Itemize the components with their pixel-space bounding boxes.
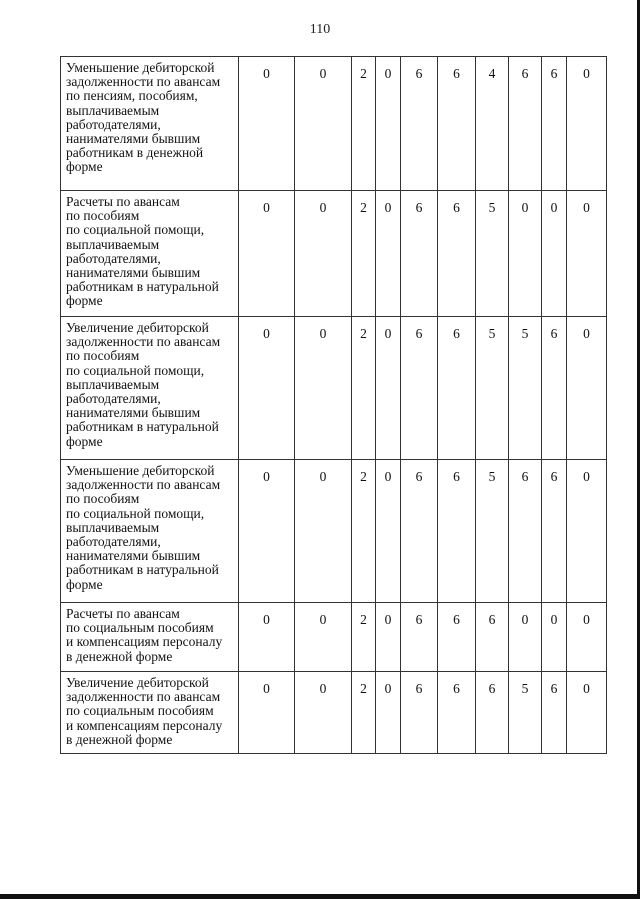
code-digit-cell: 0 xyxy=(567,57,607,191)
code-digit-cell: 0 xyxy=(295,191,352,317)
description-line: Уменьшение дебиторской xyxy=(66,463,215,478)
code-digit-cell: 0 xyxy=(295,672,352,754)
description-line: задолженности по авансам xyxy=(66,334,221,350)
description-line: в денежной форме xyxy=(66,648,173,664)
code-digit-cell: 0 xyxy=(542,191,567,317)
table-row xyxy=(61,317,607,460)
code-digit-cell: 5 xyxy=(509,672,542,754)
page-number: 110 xyxy=(309,22,331,37)
row-description xyxy=(61,603,239,672)
code-digit-cell: 4 xyxy=(476,57,509,191)
code-digit-cell: 0 xyxy=(376,191,401,317)
description-line: по социальным пособиям xyxy=(66,703,214,719)
description-line: Увеличение дебиторской xyxy=(66,675,209,690)
code-digit-cell: 2 xyxy=(352,317,376,460)
code-digit-cell: 0 xyxy=(295,57,352,191)
code-digit-cell: 6 xyxy=(476,603,509,672)
code-digit-cell: 2 xyxy=(352,672,376,754)
code-digit-cell: 0 xyxy=(376,672,401,754)
description-line: Расчеты по авансам xyxy=(66,606,180,621)
code-digit-cell: 2 xyxy=(352,603,376,672)
description-line: по социальной помощи, xyxy=(66,505,205,521)
code-digit-cell: 0 xyxy=(376,460,401,603)
code-digit-cell: 6 xyxy=(401,460,438,603)
description-line: по социальной помощи, xyxy=(66,362,205,378)
description-line: работодателями, xyxy=(66,116,161,132)
description-line: работникам в натуральной xyxy=(66,562,219,578)
table-row xyxy=(61,57,607,191)
code-digit-cell: 5 xyxy=(509,317,542,460)
account-codes-table xyxy=(60,56,607,754)
code-digit-cell: 6 xyxy=(401,191,438,317)
description-line: выплачиваемым xyxy=(66,376,160,392)
code-digit-cell: 0 xyxy=(295,603,352,672)
row-description xyxy=(61,57,239,191)
description-line: по пенсиям, пособиям, xyxy=(66,88,198,104)
description-line: форме xyxy=(66,293,103,309)
description-line: нанимателями бывшим xyxy=(66,265,201,281)
description-line: нанимателями бывшим xyxy=(66,405,201,421)
code-digit-cell: 6 xyxy=(438,57,476,191)
description-line: и компенсациям персоналу xyxy=(66,634,223,650)
code-digit-cell: 6 xyxy=(438,460,476,603)
code-digit-cell: 0 xyxy=(567,460,607,603)
code-digit-cell: 0 xyxy=(295,460,352,603)
description-line: выплачиваемым xyxy=(66,102,160,118)
code-digit-cell: 0 xyxy=(239,57,295,191)
description-line: работодателями, xyxy=(66,391,161,407)
code-digit-cell: 0 xyxy=(567,191,607,317)
code-digit-cell: 6 xyxy=(401,57,438,191)
code-digit-cell: 0 xyxy=(567,317,607,460)
description-line: по пособиям xyxy=(66,208,140,224)
code-digit-cell: 0 xyxy=(509,191,542,317)
description-line: и компенсациям персоналу xyxy=(66,717,223,733)
row-description xyxy=(61,672,239,754)
code-digit-cell: 6 xyxy=(476,672,509,754)
description-line: выплачиваемым xyxy=(66,236,160,252)
code-digit-cell: 0 xyxy=(376,57,401,191)
scan-edge-bottom xyxy=(0,894,640,899)
description-line: работникам в натуральной xyxy=(66,279,219,295)
description-line: работодателями, xyxy=(66,250,161,266)
description-line: форме xyxy=(66,159,103,175)
description-line: нанимателями бывшим xyxy=(66,548,201,564)
code-digit-cell: 5 xyxy=(476,460,509,603)
description-line: задолженности по авансам xyxy=(66,74,221,90)
description-line: Уменьшение дебиторской xyxy=(66,60,215,75)
row-description xyxy=(61,317,239,460)
code-digit-cell: 6 xyxy=(542,460,567,603)
description-line: Увеличение дебиторской xyxy=(66,320,209,335)
code-digit-cell: 6 xyxy=(401,603,438,672)
code-digit-cell: 6 xyxy=(509,57,542,191)
description-line: в денежной форме xyxy=(66,731,173,747)
description-line: задолженности по авансам xyxy=(66,689,221,705)
code-digit-cell: 6 xyxy=(438,672,476,754)
code-digit-cell: 0 xyxy=(239,191,295,317)
code-digit-cell: 0 xyxy=(295,317,352,460)
code-digit-cell: 6 xyxy=(438,317,476,460)
code-digit-cell: 2 xyxy=(352,57,376,191)
code-digit-cell: 6 xyxy=(401,317,438,460)
description-line: работодателями, xyxy=(66,534,161,550)
code-digit-cell: 0 xyxy=(239,672,295,754)
code-digit-cell: 6 xyxy=(542,317,567,460)
description-line: Расчеты по авансам xyxy=(66,194,180,209)
code-digit-cell: 6 xyxy=(509,460,542,603)
code-digit-cell: 5 xyxy=(476,191,509,317)
description-line: работникам в натуральной xyxy=(66,419,219,435)
code-digit-cell: 2 xyxy=(352,191,376,317)
description-line: выплачиваемым xyxy=(66,519,160,535)
description-line: по пособиям xyxy=(66,348,140,364)
code-digit-cell: 0 xyxy=(542,603,567,672)
code-digit-cell: 2 xyxy=(352,460,376,603)
code-digit-cell: 0 xyxy=(239,603,295,672)
code-digit-cell: 0 xyxy=(239,460,295,603)
code-digit-cell: 6 xyxy=(438,191,476,317)
code-digit-cell: 0 xyxy=(567,603,607,672)
code-digit-cell: 6 xyxy=(401,672,438,754)
description-line: форме xyxy=(66,576,103,592)
description-line: по социальным пособиям xyxy=(66,620,214,636)
code-digit-cell: 0 xyxy=(567,672,607,754)
code-digit-cell: 0 xyxy=(239,317,295,460)
row-description xyxy=(61,191,239,317)
table-row xyxy=(61,603,607,672)
code-digit-cell: 0 xyxy=(376,317,401,460)
code-digit-cell: 6 xyxy=(438,603,476,672)
description-line: по пособиям xyxy=(66,491,140,507)
description-line: нанимателями бывшим xyxy=(66,131,201,147)
code-digit-cell: 6 xyxy=(542,672,567,754)
table-body xyxy=(61,57,607,754)
code-digit-cell: 6 xyxy=(542,57,567,191)
code-digit-cell: 0 xyxy=(376,603,401,672)
row-description xyxy=(61,460,239,603)
table-row xyxy=(61,460,607,603)
code-digit-cell: 0 xyxy=(509,603,542,672)
description-line: форме xyxy=(66,433,103,449)
table-row xyxy=(61,191,607,317)
code-digit-cell: 5 xyxy=(476,317,509,460)
description-line: работникам в денежной xyxy=(66,145,204,161)
table-row xyxy=(61,672,607,754)
description-line: по социальной помощи, xyxy=(66,222,205,238)
description-line: задолженности по авансам xyxy=(66,477,221,493)
